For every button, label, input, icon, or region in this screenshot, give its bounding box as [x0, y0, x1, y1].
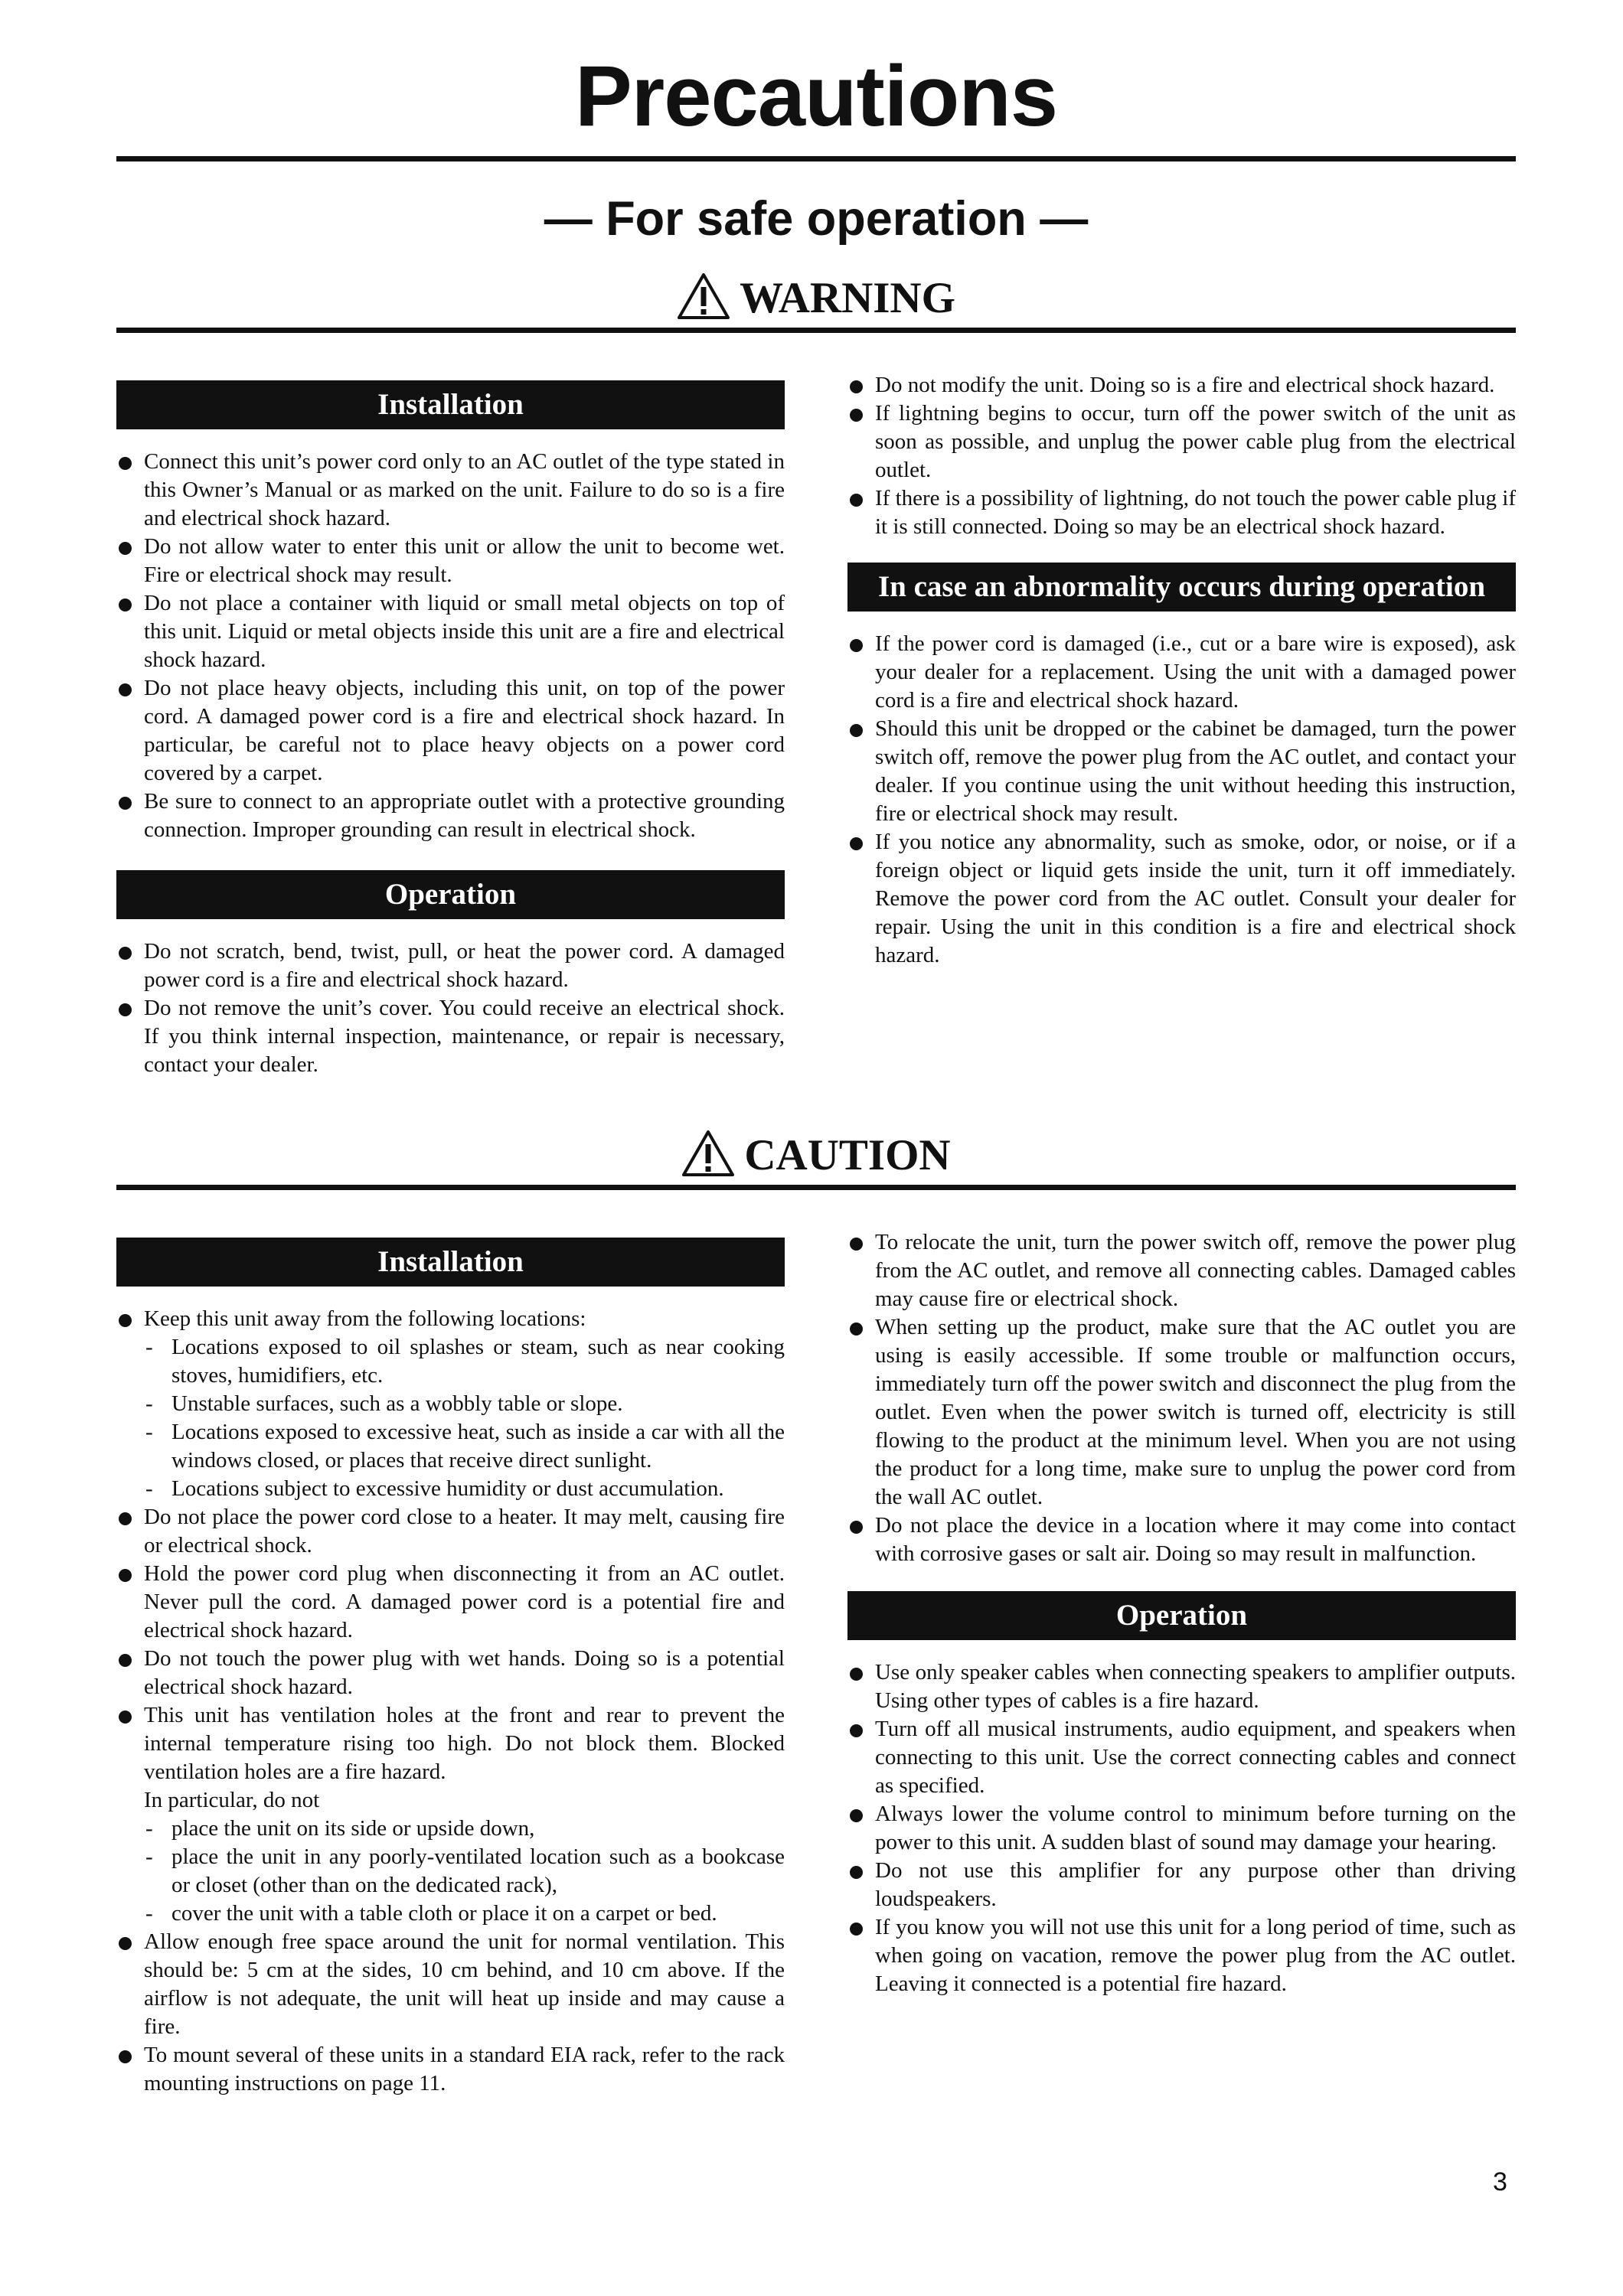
- list-item: Do not touch the power plug with wet hands. Doing so is a potential electrical shock hazard.: [116, 1645, 785, 1701]
- list-item: [116, 1701, 785, 1928]
- list-item: If the power cord is damaged (i.e., cut or a bare wire is exposed), ask your dealer for a replacement. Using the unit with a damaged power cord is a fire and electrical shock hazard.: [847, 630, 1516, 715]
- dash-item: - place the unit in any poorly-ventilated location such as a bookcase or closet (other than on the dedicated rack),: [144, 1843, 785, 1900]
- page-subtitle: — For safe operation —: [544, 192, 1089, 246]
- section-bar-installation: Installation: [116, 1238, 785, 1287]
- caution-general-list: [847, 1228, 1516, 1568]
- list-item: Do not use this amplifier for any purpose other than driving loudspeakers.: [847, 1857, 1516, 1913]
- list-item: Do not remove the unit’s cover. You could receive an electrical shock. If you think internal inspection, maintenance, or repair is necessary, contact your dealer.: [116, 994, 785, 1079]
- warning-heading: WARNING: [740, 274, 955, 322]
- list-item: Do not modify the unit. Doing so is a fire and electrical shock hazard.: [847, 371, 1516, 400]
- dash-item: - place the unit on its side or upside down,: [144, 1815, 785, 1843]
- warning-installation-list: [116, 448, 785, 844]
- list-item-text: Keep this unit away from the following locations:: [144, 1306, 586, 1331]
- list-item: Use only speaker cables when connecting speakers to amplifier outputs. Using other types of cables is a fire hazard.: [847, 1658, 1516, 1715]
- dash-item: - Locations exposed to excessive heat, such as inside a car with all the windows closed, or places that receive direct sunlight.: [144, 1418, 785, 1475]
- section-bar-abnormality: In case an abnormality occurs during operation: [847, 563, 1516, 612]
- list-item: If there is a possibility of lightning, do not touch the power cable plug if it is still connected. Doing so may be an electrical shock hazard.: [847, 484, 1516, 541]
- section-bar-operation: Operation: [847, 1591, 1516, 1640]
- list-item: Should this unit be dropped or the cabinet be damaged, turn the power switch off, remove the power plug from the AC outlet, and contact your dealer. If you continue using the unit without heeding this instruction, fire or electrical shock may result.: [847, 715, 1516, 828]
- dash-item: - Locations subject to excessive humidity or dust accumulation.: [144, 1475, 785, 1503]
- manual-page: [116, 0, 1516, 2098]
- list-item: Hold the power cord plug when disconnecting it from an AC outlet. Never pull the cord. A damaged power cord is a potential fire and electrical shock hazard.: [116, 1560, 785, 1645]
- section-bar-operation: Operation: [116, 870, 785, 919]
- list-item: Do not allow water to enter this unit or allow the unit to become wet. Fire or electrical shock may result.: [116, 533, 785, 589]
- caution-left-column: [116, 1238, 785, 2098]
- list-item: Always lower the volume control to minimum before turning on the power to this unit. A sudden blast of sound may damage your hearing.: [847, 1800, 1516, 1857]
- dash-item: - cover the unit with a table cloth or place it on a carpet or bed.: [144, 1900, 785, 1928]
- caution-columns: [116, 1230, 1516, 2098]
- list-item: Do not scratch, bend, twist, pull, or heat the power cord. A damaged power cord is a fire and electrical shock hazard.: [116, 938, 785, 994]
- list-item: Allow enough free space around the unit for normal ventilation. This should be: 5 cm at the sides, 10 cm behind, and 10 cm above. If the airflow is not adequate, the unit will heat up inside and may cause a fire.: [116, 1928, 785, 2041]
- caution-rule: [116, 1185, 1516, 1190]
- locations-list: [144, 1333, 785, 1503]
- warning-operation-list: [116, 938, 785, 1079]
- do-not-list: [144, 1815, 785, 1928]
- list-item: [116, 1305, 785, 1503]
- dash-item: - Unstable surfaces, such as a wobbly table or slope.: [144, 1390, 785, 1418]
- page-title: Precautions: [574, 48, 1058, 144]
- caution-operation-list: [847, 1658, 1516, 1998]
- caution-right-column: [847, 1228, 1516, 2098]
- list-item-note: In particular, do not: [144, 1788, 320, 1812]
- warning-right-column: [847, 371, 1516, 1079]
- list-item: Do not place the power cord close to a heater. It may melt, causing fire or electrical shock.: [116, 1503, 785, 1560]
- list-item-text: This unit has ventilation holes at the front and rear to prevent the internal temperature rising too high. Do not block them. Blocked ventilation holes are a fire hazard.: [144, 1703, 785, 1784]
- warning-triangle-icon: [677, 272, 730, 320]
- warning-heading-row: [116, 272, 1516, 320]
- warning-rule: [116, 328, 1516, 333]
- warning-general-list: [847, 371, 1516, 541]
- warning-abnormality-list: [847, 630, 1516, 970]
- list-item: Do not place the device in a location where it may come into contact with corrosive gases or salt air. Doing so may result in malfunction.: [847, 1512, 1516, 1568]
- warning-columns: [116, 373, 1516, 1079]
- list-item: Do not place heavy objects, including this unit, on top of the power cord. A damaged power cord is a fire and electrical shock hazard. In particular, be careful not to place heavy objects on a power cord covered by a carpet.: [116, 674, 785, 788]
- list-item: Turn off all musical instruments, audio equipment, and speakers when connecting to this unit. Use the correct connecting cables and connect as specified.: [847, 1715, 1516, 1800]
- title-rule: [116, 156, 1516, 161]
- warning-left-column: [116, 380, 785, 1079]
- list-item: Connect this unit’s power cord only to an AC outlet of the type stated in this Owner’s Manual or as marked on the unit. Failure to do so is a fire and electrical shock hazard.: [116, 448, 785, 533]
- list-item: If you notice any abnormality, such as smoke, odor, or noise, or if a foreign object or liquid gets inside the unit, turn it off immediately. Remove the power cord from the AC outlet. Consult your dealer for repair. Using the unit in this condition is a fire and electrical shock hazard.: [847, 828, 1516, 970]
- list-item: If lightning begins to occur, turn off the power switch of the unit as soon as possible, and unplug the power cable plug from the electrical outlet.: [847, 400, 1516, 484]
- caution-heading-row: [116, 1130, 1516, 1177]
- list-item: Be sure to connect to an appropriate outlet with a protective grounding connection. Improper grounding can result in electrical shock.: [116, 788, 785, 844]
- caution-installation-list: [116, 1305, 785, 2098]
- dash-item: - Locations exposed to oil splashes or steam, such as near cooking stoves, humidifiers, etc.: [144, 1333, 785, 1390]
- section-bar-installation: Installation: [116, 380, 785, 429]
- list-item: Do not place a container with liquid or small metal objects on top of this unit. Liquid or metal objects inside this unit are a fire and electrical shock hazard.: [116, 589, 785, 674]
- caution-triangle-icon: [681, 1130, 735, 1177]
- list-item: To relocate the unit, turn the power switch off, remove the power plug from the AC outlet, and remove all connecting cables. Damaged cables may cause fire or electrical shock.: [847, 1228, 1516, 1313]
- list-item: To mount several of these units in a standard EIA rack, refer to the rack mounting instructions on page 11.: [116, 2041, 785, 2098]
- list-item: If you know you will not use this unit for a long period of time, such as when going on vacation, remove the power plug from the AC outlet. Leaving it connected is a potential fire hazard.: [847, 1913, 1516, 1998]
- caution-heading: CAUTION: [744, 1131, 951, 1179]
- page-number: 3: [1493, 2167, 1507, 2197]
- list-item: When setting up the product, make sure that the AC outlet you are using is easily accessible. If some trouble or malfunction occurs, immediately turn off the power switch and disconnect the plug from the outlet. Even when the power switch is turned off, electricity is still flowing to the product at the minimum level. When you are not using the product for a long time, make sure to unplug the power cord from the wall AC outlet.: [847, 1313, 1516, 1512]
